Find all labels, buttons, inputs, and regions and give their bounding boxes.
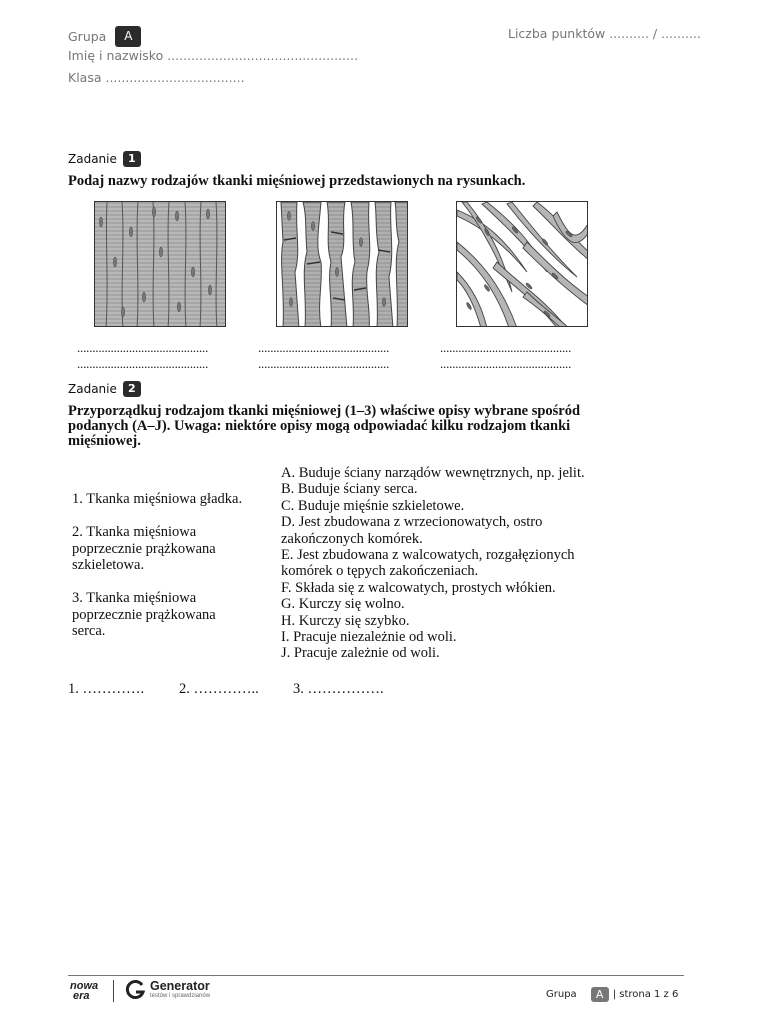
description-c: C. Buduje mięśnie szkieletowe. bbox=[281, 497, 465, 514]
points-field[interactable]: Liczba punktów .......... / .......... bbox=[508, 26, 701, 41]
answer-1-field[interactable]: 1. …………. bbox=[68, 681, 145, 697]
generator-g-icon bbox=[124, 979, 146, 1001]
description-b: B. Buduje ściany serca. bbox=[281, 481, 418, 498]
logo-era-text: era bbox=[73, 990, 90, 1002]
footer-page-number: | strona 1 z 6 bbox=[612, 989, 679, 1000]
description-g: G. Kurczy się wolno. bbox=[281, 596, 405, 613]
footer-page-info bbox=[546, 987, 678, 1002]
smooth-muscle-figure bbox=[456, 201, 588, 327]
footer-group-badge: A bbox=[591, 987, 609, 1002]
muscle-type-line: 1. Tkanka mięśniowa gładka. bbox=[72, 491, 243, 507]
description-j: J. Pracuje zależnie od woli. bbox=[281, 645, 440, 662]
group-badge: A bbox=[115, 26, 141, 47]
figure2-answer-line-2[interactable]: ........................................... bbox=[258, 356, 390, 371]
figure3-answer-line-2[interactable]: ........................................... bbox=[440, 356, 572, 371]
skeletal-muscle-drawing bbox=[95, 202, 226, 327]
group-label-row bbox=[68, 26, 141, 47]
class-field[interactable]: Klasa ................................... bbox=[68, 70, 245, 85]
figure1-answer-line-1[interactable]: ........................................... bbox=[77, 340, 209, 355]
description-h: H. Kurczy się szybko. bbox=[281, 612, 410, 629]
generator-logo bbox=[124, 979, 210, 1001]
muscle-type-line: szkieletowa. bbox=[72, 557, 145, 573]
generator-subtitle: testów i sprawdzianów bbox=[150, 993, 211, 999]
description-i: I. Pracuje niezależnie od woli. bbox=[281, 629, 457, 646]
smooth-muscle-drawing bbox=[457, 202, 588, 327]
description-e: E. Jest zbudowana z walcowatych, rozgałęzionych bbox=[281, 547, 575, 564]
descriptions-list bbox=[281, 465, 621, 662]
task2-instruction-line: podanych (A–J). Uwaga: niektóre opisy mogą odpowiadać kilku rodzajom tkanki bbox=[68, 418, 571, 434]
muscle-type-2 bbox=[72, 524, 257, 574]
cardiac-muscle-figure bbox=[276, 201, 408, 327]
description-d-cont: zakończonych komórek. bbox=[281, 530, 423, 547]
student-name-field[interactable]: Imię i nazwisko ................................................ bbox=[68, 48, 358, 63]
cardiac-muscle-drawing bbox=[277, 202, 408, 327]
muscle-type-line: 3. Tkanka mięśniowa bbox=[72, 590, 197, 606]
footer-group-label: Grupa bbox=[546, 989, 577, 1000]
nowa-era-logo bbox=[70, 981, 98, 1001]
task1-instruction: Podaj nazwy rodzajów tkanki mięśniowej przedstawionych na rysunkach. bbox=[68, 173, 526, 189]
muscle-type-line: poprzecznie prążkowana bbox=[72, 606, 216, 623]
task1-heading bbox=[68, 151, 141, 167]
description-f: F. Składa się z walcowatych, prostych włókien. bbox=[281, 579, 556, 596]
description-d: D. Jest zbudowana z wrzecionowatych, ostro bbox=[281, 514, 543, 531]
task2-instruction-line: Przyporządkuj rodzajom tkanki mięśniowej (1–3) właściwe opisy wybrane spośród bbox=[68, 403, 581, 419]
task2-instruction bbox=[68, 404, 580, 449]
muscle-type-line: 2. Tkanka mięśniowa bbox=[72, 524, 197, 540]
task1-number-badge: 1 bbox=[123, 151, 141, 167]
task2-label: Zadanie bbox=[68, 382, 117, 396]
figure3-answer-line-1[interactable]: ........................................... bbox=[440, 340, 572, 355]
muscle-type-line: serca. bbox=[72, 623, 106, 639]
logo-separator bbox=[113, 980, 114, 1002]
description-e-cont: komórek o tępych zakończeniach. bbox=[281, 563, 479, 580]
answer-2-field[interactable]: 2. ………….. bbox=[179, 681, 259, 697]
task2-heading bbox=[68, 381, 141, 397]
skeletal-muscle-figure bbox=[94, 201, 226, 327]
answer-3-field[interactable]: 3. ……………. bbox=[293, 681, 384, 697]
generator-name: Generator bbox=[150, 979, 210, 993]
group-label: Grupa bbox=[68, 29, 107, 44]
figure2-answer-line-1[interactable]: ........................................... bbox=[258, 340, 390, 355]
task2-number-badge: 2 bbox=[123, 381, 141, 397]
muscle-type-line: poprzecznie prążkowana bbox=[72, 540, 216, 557]
logo-nowa-text: nowa bbox=[70, 980, 99, 992]
muscle-type-1 bbox=[72, 491, 257, 508]
task1-label: Zadanie bbox=[68, 152, 117, 166]
muscle-type-3 bbox=[72, 590, 257, 640]
task2-instruction-line: mięśniowej. bbox=[68, 433, 141, 449]
figure1-answer-line-2[interactable]: ........................................... bbox=[77, 356, 209, 371]
footer-divider bbox=[68, 975, 684, 976]
description-a: A. Buduje ściany narządów wewnętrznych, np. jelit. bbox=[281, 465, 585, 481]
